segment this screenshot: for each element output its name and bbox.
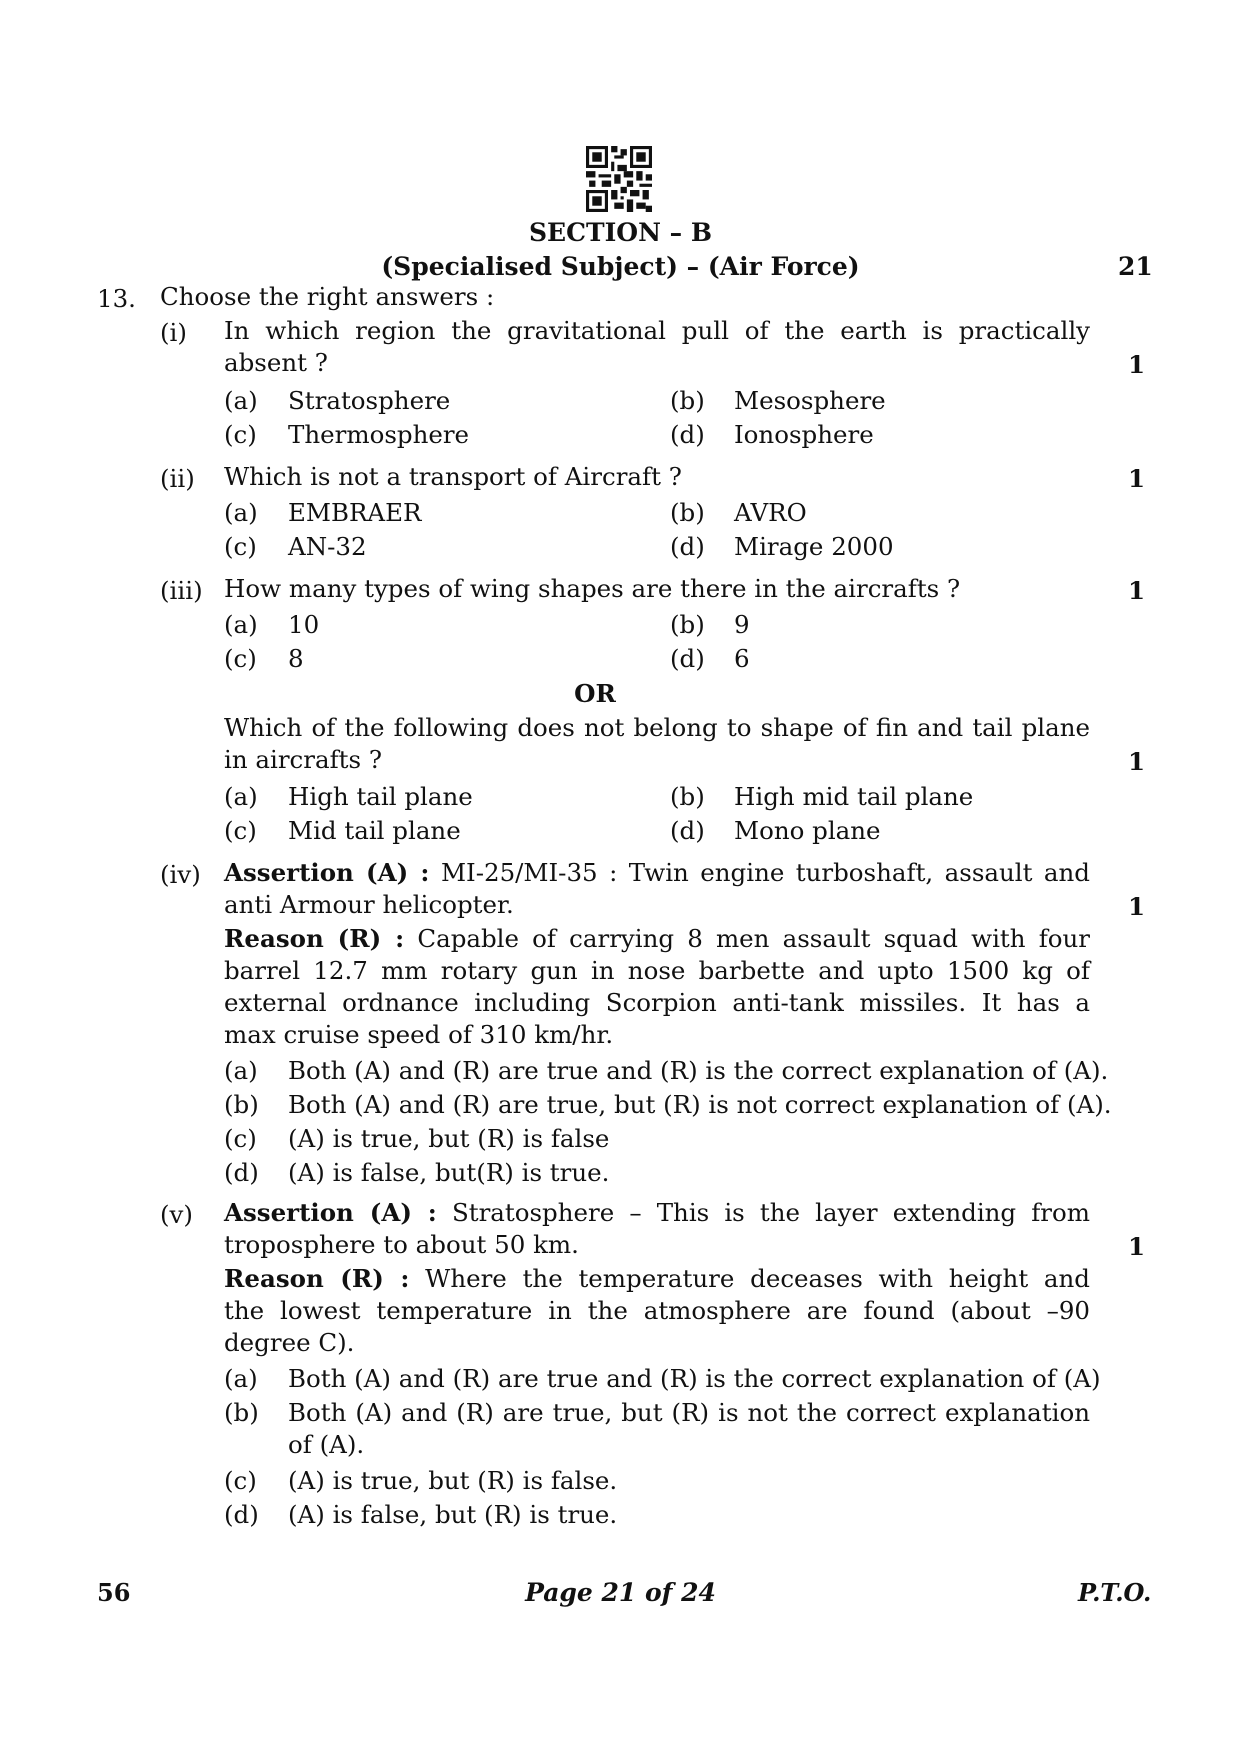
q2-marks: 1 — [1128, 464, 1146, 493]
question-number: 13. — [97, 284, 136, 313]
q4-option-b-label: (b) — [224, 1090, 259, 1119]
q4-reason-label: Reason (R) : — [224, 924, 405, 953]
q1-option-d-label: (d) — [670, 420, 705, 449]
q4-option-c-label: (c) — [224, 1124, 257, 1153]
q4-reason-line3: external ordnance including Scorpion anti-tank missiles. It has a — [224, 988, 1090, 1017]
q1-text-line2: absent ? — [224, 348, 328, 377]
q5-option-c-label: (c) — [224, 1466, 257, 1495]
q4-marks: 1 — [1128, 892, 1146, 921]
q3-option-b: 9 — [734, 610, 750, 639]
q2-option-d-label: (d) — [670, 532, 705, 561]
q3-alt-option-b-label: (b) — [670, 782, 705, 811]
q3-alt-marks: 1 — [1128, 747, 1146, 776]
q3-alt-option-b: High mid tail plane — [734, 782, 974, 811]
q1-option-a-label: (a) — [224, 386, 258, 415]
q1-option-a: Stratosphere — [288, 386, 451, 415]
section-subtitle: (Specialised Subject) – (Air Force) — [381, 252, 860, 281]
q2-label: (ii) — [160, 464, 195, 493]
q4-label: (iv) — [160, 860, 201, 889]
q4-reason-line4: max cruise speed of 310 km/hr. — [224, 1020, 614, 1049]
q5-reason-line2: the lowest temperature in the atmosphere are found (about –90 — [224, 1296, 1090, 1325]
q2-option-b-label: (b) — [670, 498, 705, 527]
q2-option-b: AVRO — [734, 498, 807, 527]
q3-option-b-label: (b) — [670, 610, 705, 639]
q5-reason-line3: degree C). — [224, 1328, 355, 1357]
q2-option-a: EMBRAER — [288, 498, 422, 527]
q4-assertion-line2: anti Armour helicopter. — [224, 890, 514, 919]
q5-option-a: Both (A) and (R) are true and (R) is the correct explanation of (A) — [288, 1364, 1101, 1393]
q5-assertion-text: Stratosphere – This is the layer extending from — [451, 1198, 1090, 1227]
q3-alt-option-a: High tail plane — [288, 782, 473, 811]
q5-assertion-line2: troposphere to about 50 km. — [224, 1230, 579, 1259]
header-page-number: 21 — [1118, 252, 1153, 281]
q4-reason-text: Capable of carrying 8 men assault squad with four — [417, 924, 1090, 953]
or-label: OR — [574, 679, 616, 708]
section-title: SECTION – B — [529, 218, 712, 247]
q3-option-a: 10 — [288, 610, 320, 639]
q5-assertion-label: Assertion (A) : — [224, 1198, 437, 1227]
q4-option-a-label: (a) — [224, 1056, 258, 1085]
q1-marks: 1 — [1128, 350, 1146, 379]
q4-reason-line1 — [224, 922, 1090, 955]
q5-option-a-label: (a) — [224, 1364, 258, 1393]
qr-code-icon — [586, 146, 652, 212]
q5-marks: 1 — [1128, 1232, 1146, 1261]
q3-alt-option-c: Mid tail plane — [288, 816, 461, 845]
q1-option-c-label: (c) — [224, 420, 257, 449]
q4-reason-line2: barrel 12.7 mm rotary gun in nose barbette and upto 1500 kg of — [224, 956, 1090, 985]
q3-option-c: 8 — [288, 644, 304, 673]
footer-page-indicator: Page 21 of 24 — [525, 1578, 716, 1607]
q3-option-a-label: (a) — [224, 610, 258, 639]
q2-text: Which is not a transport of Aircraft ? — [224, 462, 682, 491]
q3-label: (iii) — [160, 576, 203, 605]
paper-code: 56 — [97, 1578, 131, 1607]
q5-option-d-label: (d) — [224, 1500, 259, 1529]
q4-assertion-label: Assertion (A) : — [224, 858, 430, 887]
q4-assertion-text: MI-25/MI-35 : Twin engine turboshaft, assault and — [440, 858, 1090, 887]
q1-option-b: Mesosphere — [734, 386, 886, 415]
q3-marks: 1 — [1128, 576, 1146, 605]
q5-label: (v) — [160, 1200, 193, 1229]
q2-option-c: AN-32 — [288, 532, 367, 561]
q3-option-c-label: (c) — [224, 644, 257, 673]
q3-alt-option-c-label: (c) — [224, 816, 257, 845]
q4-option-a: Both (A) and (R) are true and (R) is the correct explanation of (A). — [288, 1056, 1109, 1085]
q4-option-d: (A) is false, but(R) is true. — [288, 1158, 610, 1187]
q5-assertion-line1 — [224, 1196, 1090, 1229]
q5-option-c: (A) is true, but (R) is false. — [288, 1466, 618, 1495]
q3-alt-text-line2: in aircrafts ? — [224, 745, 383, 774]
q5-option-b-label: (b) — [224, 1398, 259, 1427]
q4-option-c: (A) is true, but (R) is false — [288, 1124, 610, 1153]
q1-option-b-label: (b) — [670, 386, 705, 415]
q3-option-d-label: (d) — [670, 644, 705, 673]
q5-option-b-continued: of (A). — [288, 1430, 365, 1459]
q4-assertion-line1 — [224, 856, 1090, 889]
q5-option-b: Both (A) and (R) are true, but (R) is not the correct explanation — [288, 1398, 1090, 1427]
q5-option-d: (A) is false, but (R) is true. — [288, 1500, 618, 1529]
pto-label: P.T.O. — [1078, 1578, 1152, 1607]
q3-alt-option-d: Mono plane — [734, 816, 881, 845]
q5-reason-line1 — [224, 1262, 1090, 1295]
q3-text: How many types of wing shapes are there in the aircrafts ? — [224, 574, 961, 603]
q1-label: (i) — [160, 318, 187, 347]
q3-alt-text-line1: Which of the following does not belong to shape of fin and tail plane — [224, 713, 1090, 742]
q4-option-d-label: (d) — [224, 1158, 259, 1187]
q5-reason-label: Reason (R) : — [224, 1264, 410, 1293]
question-instruction: Choose the right answers : — [160, 282, 495, 311]
q5-reason-text: Where the temperature deceases with height and — [425, 1264, 1090, 1293]
q2-option-c-label: (c) — [224, 532, 257, 561]
q1-text-line1: In which region the gravitational pull of the earth is practically — [224, 316, 1090, 345]
q3-alt-option-a-label: (a) — [224, 782, 258, 811]
q1-option-d: Ionosphere — [734, 420, 874, 449]
q4-option-b: Both (A) and (R) are true, but (R) is not correct explanation of (A). — [288, 1090, 1112, 1119]
q2-option-a-label: (a) — [224, 498, 258, 527]
q1-option-c: Thermosphere — [288, 420, 470, 449]
q2-option-d: Mirage 2000 — [734, 532, 894, 561]
q3-alt-option-d-label: (d) — [670, 816, 705, 845]
q3-option-d: 6 — [734, 644, 750, 673]
